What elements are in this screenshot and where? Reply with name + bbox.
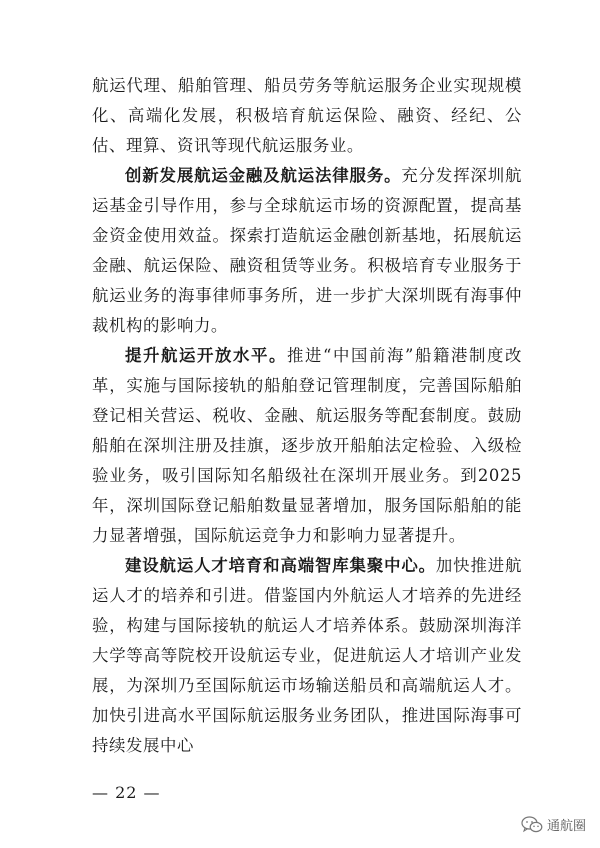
paragraph-talent-think-tank: [92, 551, 522, 761]
document-body: [92, 71, 522, 761]
paragraph-shipping-openness: [92, 341, 522, 551]
paragraph-text: 充分发挥深圳航运基金引导作用，参与全球航运市场的资源配置，提高基金资金使用效益。探索打造航运金融创新基地，拓展航运金融、航运保险、融资租赁等业务。积极培育专业服务于航运业务的海事律师事务所，进一步扩大深圳既有海事仲裁机构的影响力。: [92, 166, 523, 335]
paragraph-heading: 建设航运人才培育和高端智库集聚中心。: [125, 556, 436, 575]
paragraph-text: 加快推进航运人才的培养和引进。借鉴国内外航运人才培养的先进经验，构建与国际接轨的航运人才培养体系。鼓励深圳海洋大学等高等院校开设航运专业，促进航运人才培训产业发展，为深圳乃至国际航运市场输送船员和高端航运人才。加快引进高水平国际航运服务业务团队，推进国际海事可持续发展中心: [92, 556, 522, 755]
paragraph-shipping-finance-legal: [92, 161, 522, 341]
paragraph-text: 推进“中国前海”船籍港制度改革，实施与国际接轨的船舶登记管理制度，完善国际船舶登记相关营运、税收、金融、航运服务等配套制度。鼓励船舶在深圳注册及挂旗，逐步放开船舶法定检验、入级检验业务，吸引国际知名船级社在深圳开展业务。到2025年，深圳国际登记船舶数量显著增加，服务国际船舶的能力显著增强，国际航运竞争力和影响力显著提升。: [92, 346, 522, 545]
watermark: [521, 815, 586, 834]
wechat-icon: [521, 816, 543, 834]
paragraph-heading: 创新发展航运金融及航运法律服务。: [125, 166, 402, 185]
page-number: — 22 —: [92, 783, 161, 802]
paragraph-continuation: [92, 71, 522, 161]
watermark-label: 通航圈: [546, 819, 586, 834]
paragraph-heading: 提升航运开放水平。: [125, 346, 288, 365]
paragraph-text: 航运代理、船舶管理、船员劳务等航运服务企业实现规模化、高端化发展，积极培育航运保险、融资、经纪、公估、理算、资讯等现代航运服务业。: [92, 76, 522, 155]
